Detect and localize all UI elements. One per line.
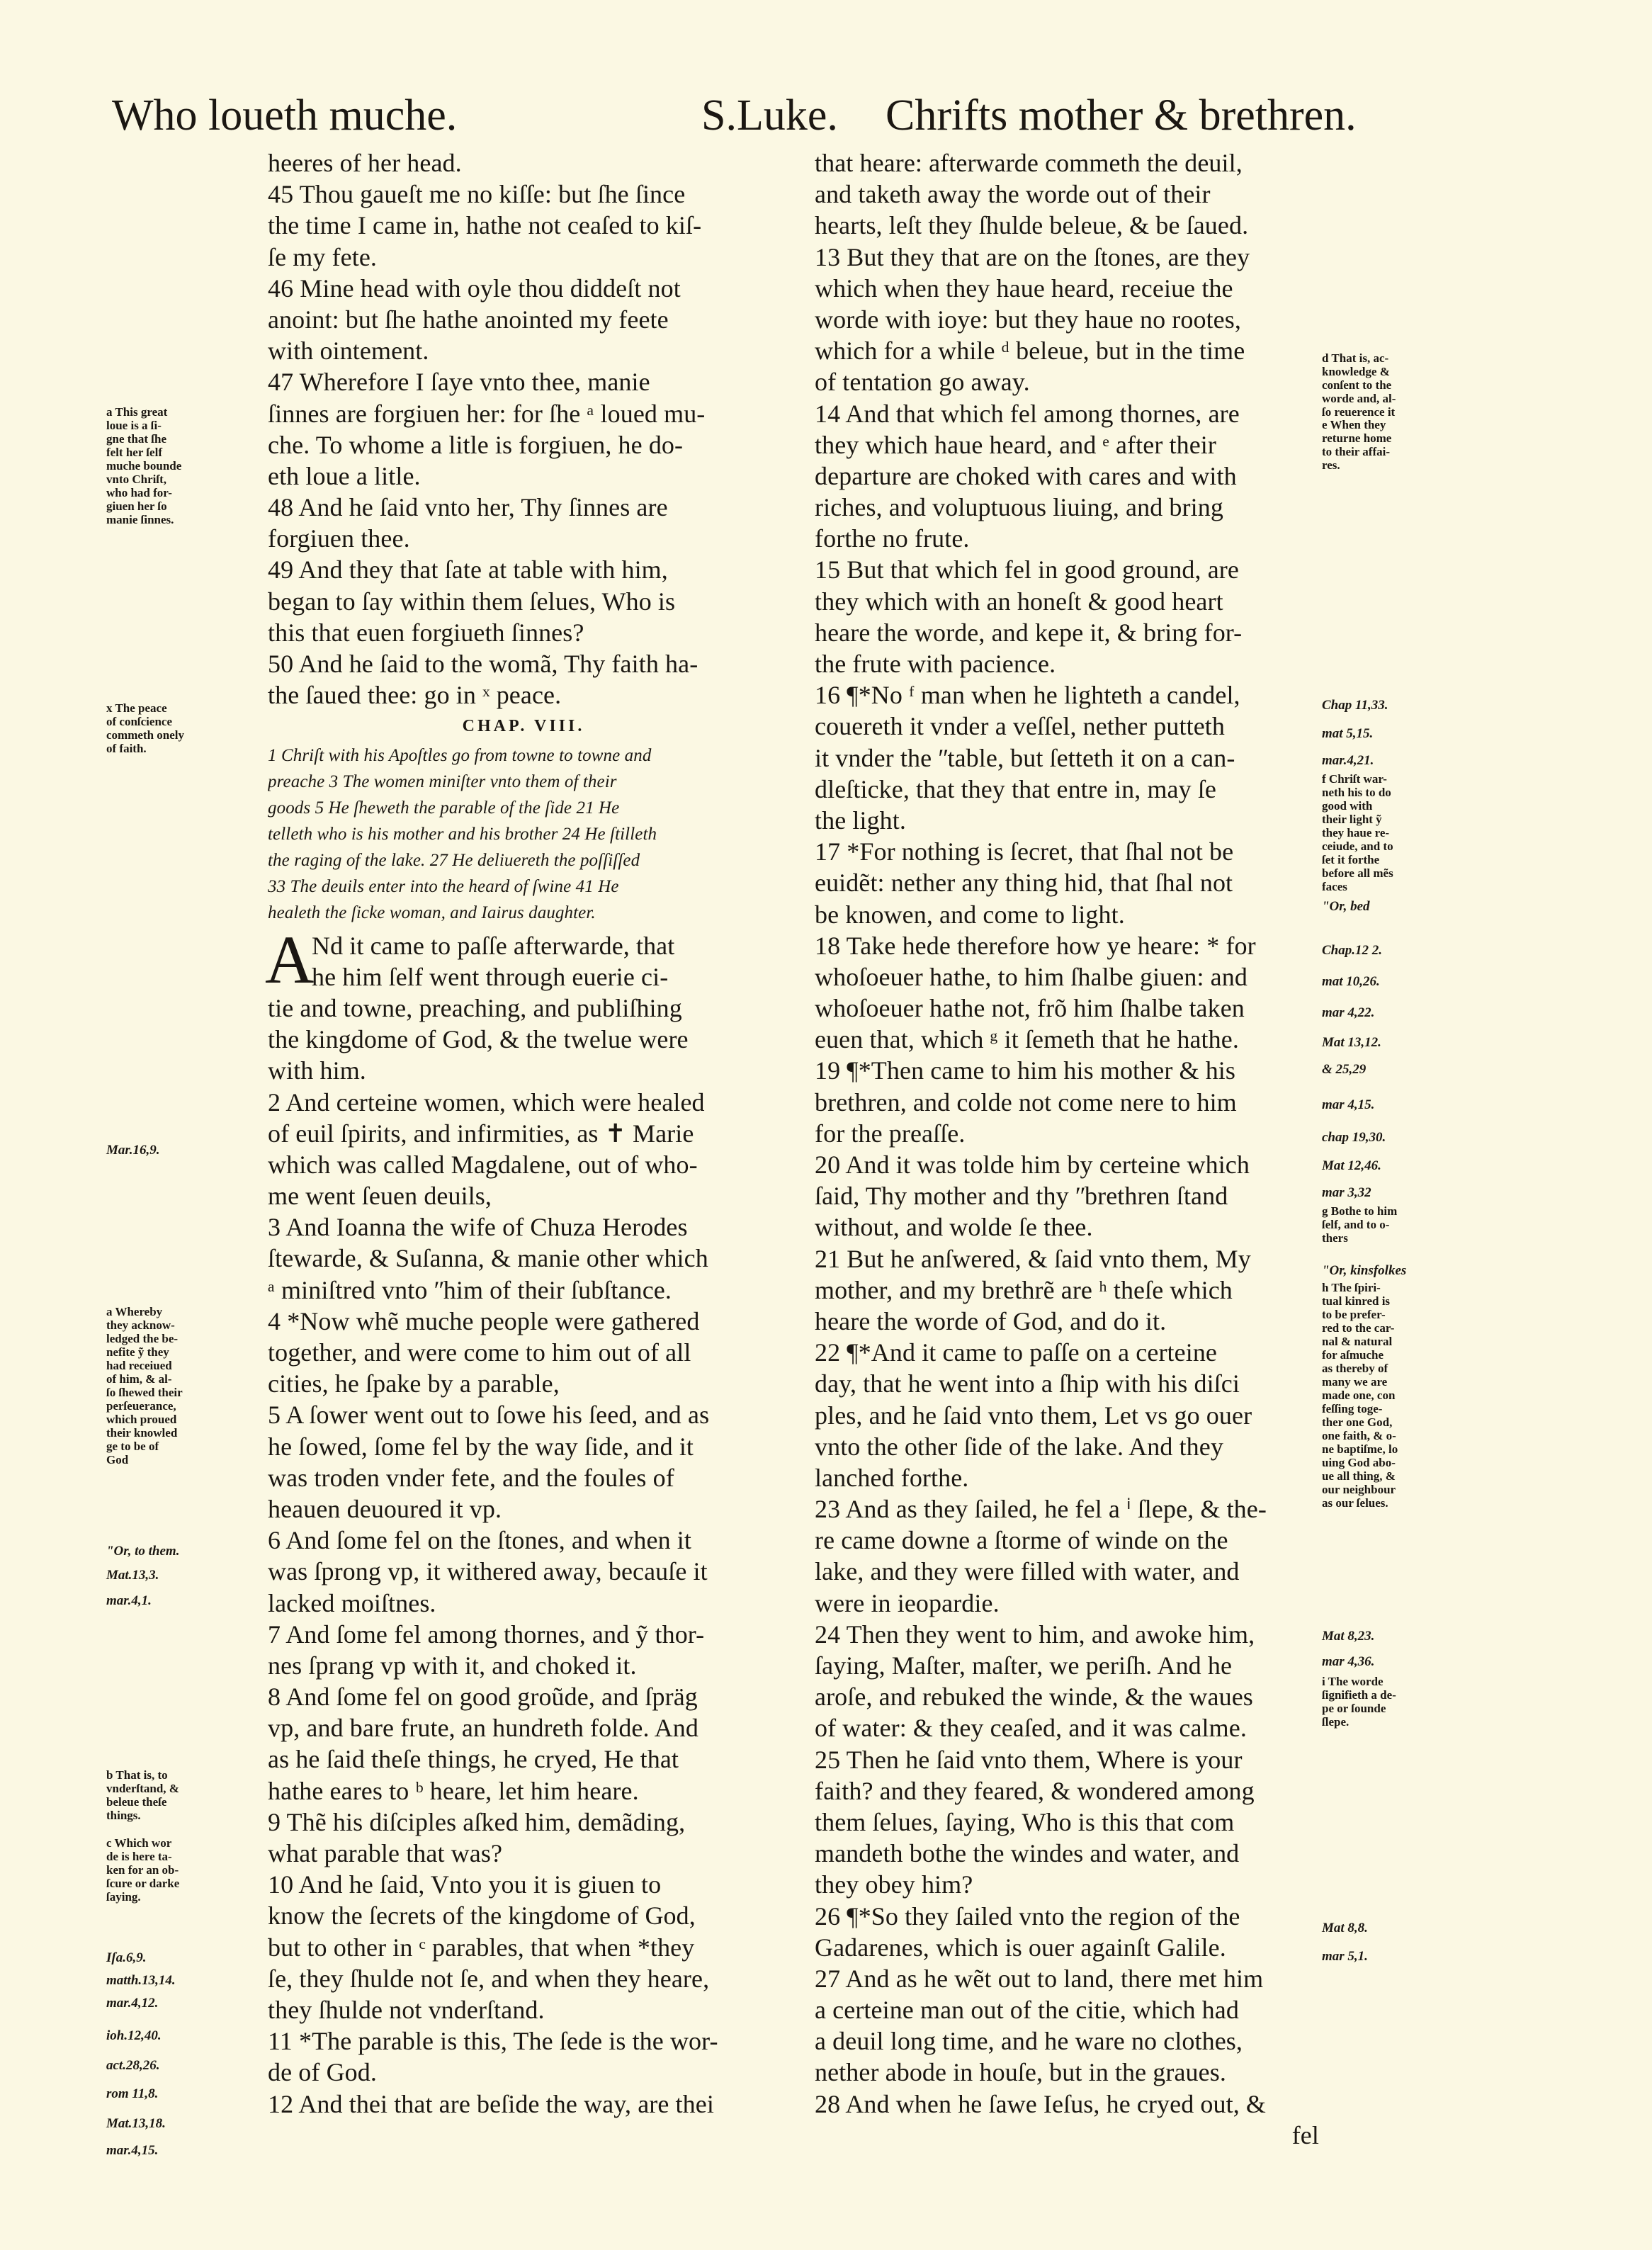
margin-ref-mar332: mar 3,32 <box>1322 1185 1371 1200</box>
text-line: with him. <box>268 1056 366 1085</box>
text-line: Nd it came to paſſe afterwarde, that <box>312 931 675 960</box>
text-line: day, that he went into a ſhip with his diſci <box>815 1369 1240 1398</box>
text-line: they which with an honeſt & good heart <box>815 587 1223 616</box>
text-line: lake, and they were filled with water, and <box>815 1557 1240 1586</box>
text-line: 6 And ſome fel on the ſtones, and when it <box>268 1526 691 1555</box>
text-line: whoſoeuer hathe not, frõ him ſhalbe taken <box>815 994 1245 1023</box>
text-line: hearts, leſt they ſhulde beleue, & be ſaued. <box>815 211 1249 240</box>
margin-note-x: x The peace of conſcience commeth onely of faith. <box>106 701 185 755</box>
text-line: 26 ¶*So they ſailed vnto the region of the <box>815 1901 1240 1930</box>
margin-note-f: f Chriſt war- neth his to do good with their light ỹ they haue re- ceiude, and to ſet it forthe before all mẽs faces <box>1322 772 1393 893</box>
text-line: 23 And as they ſailed, he fel a ⁱ ſlepe, & the- <box>815 1495 1267 1524</box>
margin-note-d: d That is, ac- knowledge & conſent to the worde and, al- ſo reuerence it <box>1322 351 1396 419</box>
text-line: re came downe a ſtorme of winde on the <box>815 1526 1228 1555</box>
text-line: heare the worde, and kepe it, & bring for- <box>815 618 1243 647</box>
text-line: the raging of the lake. 27 He deliuereth the poſſiſſed <box>268 850 640 870</box>
text-line: 47 Wherefore I ſaye vnto thee, manie <box>268 368 650 397</box>
text-line: 9 Thẽ his diſciples aſked him, demãding, <box>268 1807 686 1836</box>
margin-note-g: g Bothe to him ſelf, and to o- thers <box>1322 1204 1398 1245</box>
text-line: ſaid, Thy mother and thy ʺbrethren ſtand <box>815 1182 1228 1211</box>
chapter-title: CHAP. VIII. <box>462 717 585 736</box>
text-line: heeres of her head. <box>268 149 462 177</box>
text-line: the frute with pacience. <box>815 650 1056 678</box>
text-line: they obey him? <box>815 1870 973 1899</box>
margin-ref-or: ʺOr, to them. <box>106 1544 180 1559</box>
margin-note-i: i The worde ſignifieth a de- pe or ſounde ſlepe. <box>1322 1675 1396 1729</box>
text-line: 17 *For nothing is ſecret, that ſhal not be <box>815 837 1234 866</box>
margin-ref-rom: rom 11,8. <box>106 2086 159 2101</box>
text-line: that heare: afterwarde commeth the deuil, <box>815 149 1243 177</box>
running-head-left: Who loueth muche. <box>112 91 458 140</box>
text-line: 16 ¶*No ᶠ man when he lighteth a candel, <box>815 681 1240 710</box>
text-line: be knowen, and come to light. <box>815 900 1125 929</box>
margin-ref-mar422: mar 4,22. <box>1322 1005 1375 1020</box>
text-line: 4 *Now whẽ muche people were gathered <box>268 1306 700 1335</box>
margin-ref-mar415: mar.4,15. <box>106 2143 159 2158</box>
text-line: me went ſeuen deuils, <box>268 1182 492 1211</box>
margin-note-c: c Which wor de is here ta- ken for an ob- ſcure or darke ſaying. <box>106 1836 180 1904</box>
text-line: brethren, and colde not come nere to him <box>815 1087 1237 1116</box>
margin-ref-orbed: ʺOr, bed <box>1322 899 1370 914</box>
text-line: were in ieopardie. <box>815 1588 1000 1617</box>
margin-ref-chap1930: chap 19,30. <box>1322 1130 1386 1145</box>
text-line: ſaying, Maſter, maſter, we periſh. And he <box>815 1651 1233 1680</box>
text-line: for the preaſſe. <box>815 1119 966 1148</box>
text-line: it vnder the ʺtable, but ſetteth it on a can- <box>815 743 1235 772</box>
text-line: 13 But they that are on the ſtones, are they <box>815 242 1250 271</box>
text-line: forgiuen thee. <box>268 524 410 553</box>
text-line: nes ſprang vp with it, and choked it. <box>268 1651 637 1680</box>
text-line: preache 3 The women miniſter vnto them of their <box>268 771 617 791</box>
margin-ref-mat1318: Mat.13,18. <box>106 2116 166 2131</box>
margin-ref-mat1312: Mat 13,12. <box>1322 1035 1381 1050</box>
text-line: 1 Chriſt with his Apoſtles go from towne to towne and <box>268 745 652 765</box>
text-line: tie and towne, preaching, and publiſhing <box>268 993 682 1022</box>
text-line: mandeth bothe the windes and water, and <box>815 1839 1240 1868</box>
text-line: healeth the ſicke woman, and Iairus daughter. <box>268 903 596 922</box>
margin-ref-matth: matth.13,14. <box>106 1973 176 1988</box>
text-line: che. To whome a litle is forgiuen, he do- <box>268 430 684 459</box>
margin-ref-mar51: mar 5,1. <box>1322 1949 1368 1964</box>
margin-ref-mat823: Mat 8,23. <box>1322 1629 1375 1644</box>
margin-ref-mat1026: mat 10,26. <box>1322 974 1380 989</box>
text-line: aroſe, and rebuked the winde, & the waues <box>815 1683 1253 1712</box>
text-line: the kingdome of God, & the twelue were <box>268 1025 689 1054</box>
text-line: telleth who is his mother and his brother 24 He ſtilleth <box>268 824 657 844</box>
margin-ref-ioh: ioh.12,40. <box>106 2028 162 2043</box>
running-head-center: S.Luke. <box>701 91 838 140</box>
margin-ref-mat828: Mat 8,8. <box>1322 1921 1368 1935</box>
text-line: 14 And that which fel among thornes, are <box>815 399 1240 428</box>
drop-cap: A <box>265 922 315 997</box>
text-line: 10 And he ſaid, Vnto you it is giuen to <box>268 1870 662 1899</box>
margin-ref-mat133: Mat.13,3. <box>106 1568 159 1583</box>
text-line: mother, and my brethrẽ are ʰ theſe which <box>815 1275 1233 1304</box>
text-line: heauen deuoured it vp. <box>268 1494 502 1523</box>
text-line: 15 But that which fel in good ground, are <box>815 555 1239 584</box>
text-line: he him ſelf went through euerie ci- <box>312 962 669 991</box>
margin-ref-mar436: mar 4,36. <box>1322 1654 1375 1669</box>
text-line: ples, and he ſaid vnto them, Let vs go ouer <box>815 1401 1252 1430</box>
text-line: this that euen forgiueth ſinnes? <box>268 618 584 647</box>
text-line: they ſhulde not vnderſtand. <box>268 1995 545 2024</box>
text-line: anoint: but ſhe hathe anointed my feete <box>268 305 669 334</box>
margin-ref-chap1133: Chap 11,33. <box>1322 698 1388 713</box>
text-line: ſe my fete. <box>268 242 378 271</box>
left-text-column <box>268 147 779 2120</box>
text-line: dleſticke, that they that entre in, may ſe <box>815 774 1216 803</box>
text-line: ſtewarde, & Suſanna, & manie other which <box>268 1244 708 1273</box>
text-line: 11 *The parable is this, The ſede is the wor- <box>268 2027 718 2056</box>
text-line: of euil ſpirits, and infirmities, as ✝ Marie <box>268 1119 694 1148</box>
margin-ref-chap12: Chap.12 2. <box>1322 943 1382 958</box>
text-line: 45 Thou gaueſt me no kiſſe: but ſhe ſince <box>268 180 686 209</box>
text-line: nether abode in houſe, but in the graues. <box>815 2058 1226 2087</box>
text-line: them ſelues, ſaying, Who is this that com <box>815 1807 1235 1836</box>
margin-note-whereby: a Whereby they acknow- ledged the be- nefite ỹ they had receiued of him, & al- ſo ſhewed their perſeuerance, which proued their knowled ge to be of God <box>106 1305 183 1466</box>
text-line: which when they haue heard, receiue the <box>815 273 1233 303</box>
text-line: 18 Take hede therefore how ye heare: * for <box>815 931 1256 960</box>
text-line: 48 And he ſaid vnto her, Thy ſinnes are <box>268 493 668 522</box>
text-line: vp, and bare frute, an hundreth folde. And <box>268 1714 699 1743</box>
text-line: the time I came in, hathe not ceaſed to kiſ- <box>268 211 702 240</box>
text-line: hathe eares to ᵇ heare, let him heare. <box>268 1776 639 1805</box>
text-line: without, and wolde ſe thee. <box>815 1213 1093 1242</box>
text-line: a deuil long time, and he ware no clothes, <box>815 2027 1243 2056</box>
text-line: whoſoeuer hathe, to him ſhalbe giuen: and <box>815 962 1248 991</box>
text-line: and taketh away the worde out of their <box>815 180 1211 209</box>
text-line: 7 And ſome fel among thornes, and ỹ thor- <box>268 1619 705 1649</box>
text-line: with ointement. <box>268 337 429 366</box>
text-line: 24 Then they went to him, and awoke him, <box>815 1619 1255 1649</box>
text-line: which for a while ᵈ beleue, but in the time <box>815 337 1245 366</box>
margin-ref-mar421: mar.4,21. <box>1322 753 1374 768</box>
text-line: of water: & they ceaſed, and it was calme. <box>815 1714 1247 1743</box>
right-text-column <box>815 147 1319 2151</box>
text-line: but to other in ᶜ parables, that when *they <box>268 1933 695 1962</box>
text-line: 5 A ſower went out to ſowe his ſeed, and as <box>268 1401 710 1430</box>
text-line: ſe, they ſhulde not ſe, and when they heare, <box>268 1964 710 1993</box>
text-line: cities, he ſpake by a parable, <box>268 1369 560 1398</box>
text-line: the ſaued thee: go in ˣ peace. <box>268 681 562 710</box>
text-line: ſinnes are forgiuen her: for ſhe ᵃ loued mu- <box>268 399 706 428</box>
text-line: eth loue a litle. <box>268 461 421 490</box>
text-line: a certeine man out of the citie, which had <box>815 1996 1239 2025</box>
text-line: worde with ioye: but they haue no rootes, <box>815 305 1241 334</box>
text-line: faith? and they feared, & wondered among <box>815 1776 1255 1805</box>
text-line: vnto the other ſide of the lake. And they <box>815 1432 1223 1461</box>
text-line: 46 Mine head with oyle thou diddeſt not <box>268 273 681 303</box>
margin-ref-mar415b: mar 4,15. <box>1322 1097 1375 1112</box>
text-line: 8 And ſome fel on good groũde, and ſpräg <box>268 1683 698 1712</box>
text-line: de of God. <box>268 2058 377 2087</box>
text-line: 25 Then he ſaid vnto them, Where is your <box>815 1745 1243 1774</box>
text-line: 22 ¶*And it came to paſſe on a certeine <box>815 1338 1217 1367</box>
text-line: of tentation go away. <box>815 368 1030 397</box>
text-line: as he ſaid theſe things, he cryed, He that <box>268 1745 679 1774</box>
text-line: Gadarenes, which is ouer againſt Galile. <box>815 1933 1226 1962</box>
text-line: 21 But he anſwered, & ſaid vnto them, My <box>815 1244 1251 1273</box>
text-line: what parable that was? <box>268 1839 503 1867</box>
margin-ref-mar41: mar.4,1. <box>106 1593 152 1608</box>
margin-ref-orkinsfolkes: ʺOr, kinsfolkes <box>1322 1263 1407 1278</box>
text-line: lanched forthe. <box>815 1463 969 1492</box>
text-line: 28 And when he ſawe Ieſus, he cryed out, & <box>815 2089 1267 2118</box>
text-line: euidẽt: nether any thing hid, that ſhal not <box>815 869 1233 898</box>
margin-note-b: b That is, to vnderſtand, & beleue theſe things. <box>106 1768 179 1822</box>
catchword: fel <box>1291 2120 1319 2149</box>
margin-ref-mat515: mat 5,15. <box>1322 726 1374 741</box>
text-line: euen that, which ᵍ it ſemeth that he hathe. <box>815 1025 1239 1054</box>
text-line: ᵃ miniſtred vnto ʺhim of their ſubſtance. <box>268 1275 672 1304</box>
text-line: goods 5 He ſheweth the parable of the ſide 21 He <box>268 798 620 818</box>
text-line: 27 And as he wẽt out to land, there met him <box>815 1964 1264 1993</box>
text-line: 12 And thei that are beſide the way, are thei <box>268 2089 714 2118</box>
text-line: riches, and voluptuous liuing, and bring <box>815 493 1223 522</box>
margin-note-h: h The ſpiri- tual kinred is to be prefer- red to the car- nal & natural for aſmuche as thereby of many we are made one, con feſſing toge- ther one God, one faith, & o- ne baptiſme, lo uing God abo- ue all thing, & our neighbour as our ſelues. <box>1322 1281 1398 1510</box>
margin-ref-act: act.28,26. <box>106 2058 160 2073</box>
text-line: departure are choked with cares and with <box>815 461 1237 490</box>
text-line: 3 And Ioanna the wife of Chuza Herodes <box>268 1213 688 1242</box>
text-line: lacked moiſtnes. <box>268 1588 436 1617</box>
text-line: 19 ¶*Then came to him his mother & his <box>815 1056 1236 1085</box>
text-line: they which haue heard, and ᵉ after their <box>815 430 1216 459</box>
margin-ref-isa: Iſa.6,9. <box>106 1950 147 1965</box>
text-line: together, and were come to him out of all <box>268 1338 691 1367</box>
text-line: he ſowed, ſome fel by the way ſide, and it <box>268 1432 694 1461</box>
text-line: heare the worde of God, and do it. <box>815 1306 1167 1335</box>
text-line: 2 And certeine women, which were healed <box>268 1087 705 1116</box>
text-line: was troden vnder fete, and the foules of <box>268 1463 674 1492</box>
margin-note-e: e When they returne home to their affai- res. <box>1322 418 1392 472</box>
text-line: was ſprong vp, it withered away, becauſe it <box>268 1557 708 1586</box>
text-line: 20 And it was tolde him by certeine which <box>815 1151 1250 1179</box>
margin-note-a: a This great loue is a ſi- gne that ſhe felt her ſelf muche bounde vnto Chriſt, who had for- giuen her ſo manie ſinnes. <box>106 405 182 526</box>
text-line: forthe no frute. <box>815 524 970 553</box>
margin-ref-mat1246: Mat 12,46. <box>1322 1158 1381 1173</box>
text-line: began to ſay within them ſelues, Who is <box>268 587 676 616</box>
text-line: the light. <box>815 805 906 835</box>
margin-ref-mar412: mar.4,12. <box>106 1996 159 2011</box>
margin-ref-mar169: Mar.16,9. <box>106 1143 160 1158</box>
text-line: couereth it vnder a veſſel, nether putteth <box>815 712 1225 741</box>
running-head-right: Chrifts mother & brethren. <box>886 91 1357 140</box>
text-line: know the ſecrets of the kingdome of God, <box>268 1901 696 1930</box>
margin-ref-2529: & 25,29 <box>1322 1062 1367 1077</box>
text-line: 49 And they that ſate at table with him, <box>268 555 668 584</box>
text-line: which was called Magdalene, out of who- <box>268 1150 698 1179</box>
text-line: 33 The deuils enter into the heard of ſwine 41 He <box>268 876 619 896</box>
text-line: 50 And he ſaid to the womã, Thy faith ha- <box>268 650 698 678</box>
